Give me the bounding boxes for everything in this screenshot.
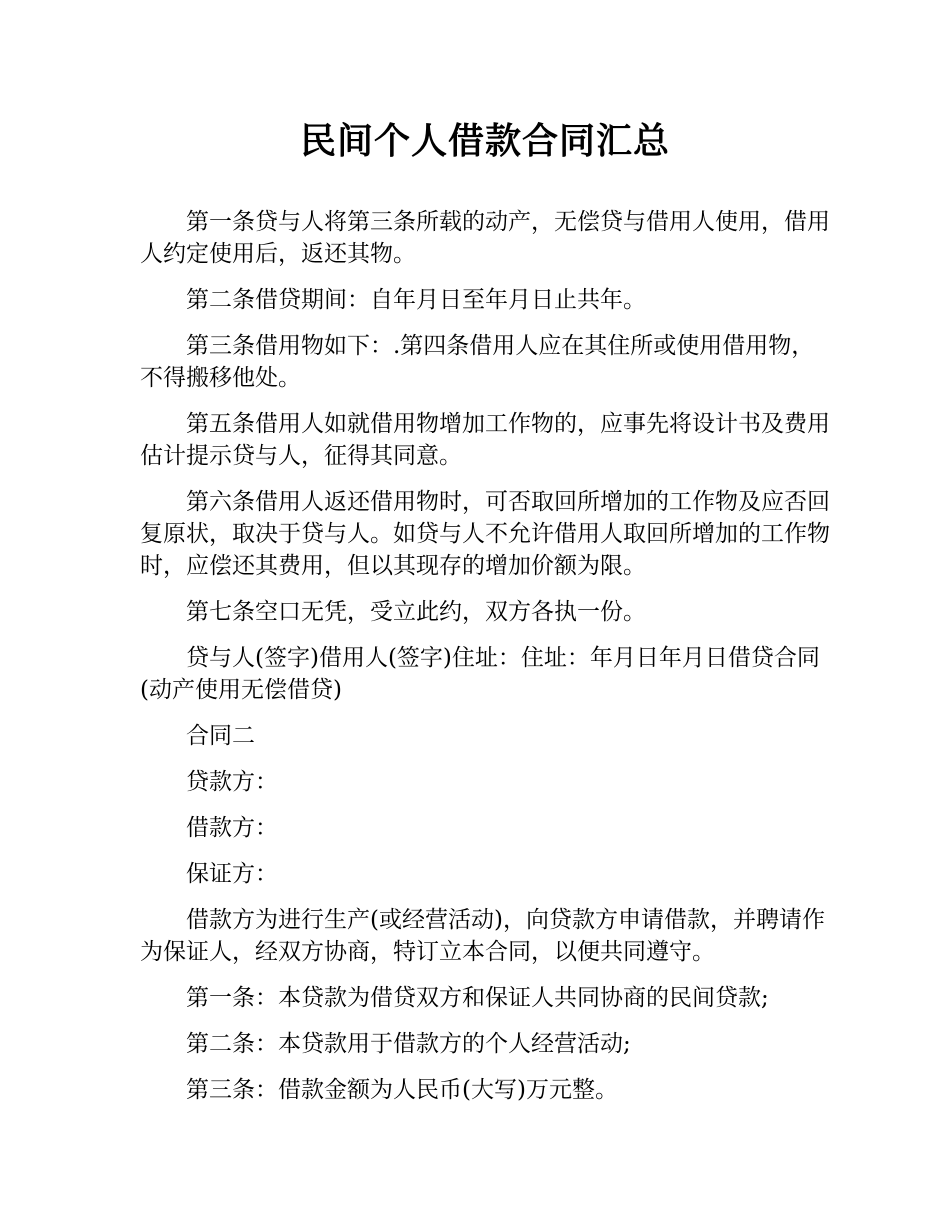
paragraph-contract-two-heading: 合同二 — [186, 723, 255, 749]
document-body — [140, 206, 830, 1106]
paragraph-lender: 贷款方： — [186, 769, 278, 795]
paragraph-clause-1: 第一条：本贷款为借贷双方和保证人共同协商的民间贷款; — [186, 985, 769, 1011]
document-title: 民间个人借款合同汇总 — [299, 121, 670, 162]
paragraph-article-1: 第一条贷与人将第三条所载的动产，无偿贷与借用人使用，借用人约定使用后，返还其物。 — [140, 209, 830, 267]
paragraph-article-2: 第二条借贷期间：自年月日至年月日止共年。 — [186, 287, 646, 313]
document-page — [140, 118, 830, 1120]
paragraph-article-3-4: 第三条借用物如下：.第四条借用人应在其住所或使用借用物，不得搬移他处。 — [140, 333, 815, 391]
paragraph-article-6: 第六条借用人返还借用物时，可否取回所增加的工作物及应否回复原状，取决于贷与人。如贷与人不允许借用人取回所增加的工作物时，应偿还其费用，但以其现存的增加价额为限。 — [140, 489, 830, 579]
paragraph-signatures: 贷与人(签字)借用人(签字)住址：住址：年月日年月日借贷合同(动产使用无偿借贷) — [140, 645, 820, 703]
paragraph-article-5: 第五条借用人如就借用物增加工作物的，应事先将设计书及费用估计提示贷与人，征得其同意。 — [140, 411, 830, 469]
paragraph-guarantor: 保证方： — [186, 861, 278, 887]
paragraph-preamble: 借款方为进行生产(或经营活动)，向贷款方申请借款，并聘请作为保证人，经双方协商，特订立本合同，以便共同遵守。 — [140, 907, 825, 965]
paragraph-clause-3: 第三条：借款金额为人民币(大写)万元整。 — [186, 1077, 618, 1103]
paragraph-borrower: 借款方： — [186, 815, 278, 841]
paragraph-article-7: 第七条空口无凭，受立此约，双方各执一份。 — [186, 599, 646, 625]
paragraph-clause-2: 第二条：本贷款用于借款方的个人经营活动; — [186, 1031, 631, 1057]
